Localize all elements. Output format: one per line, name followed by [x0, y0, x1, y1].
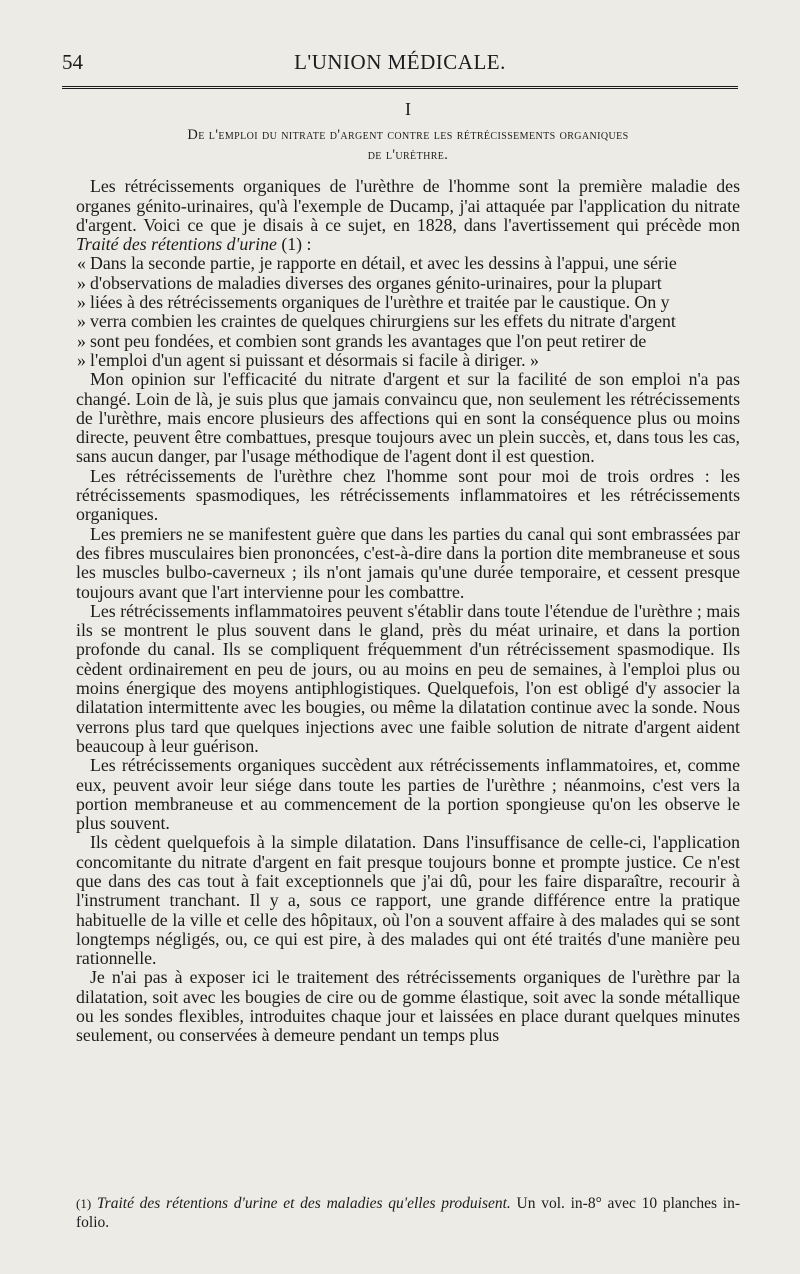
- quote-line: [77, 272, 740, 293]
- quote-line-text: Dans la seconde partie, je rapporte en détail, et avec les dessins à l'appui, une série: [90, 253, 677, 274]
- cited-book-title: Traité des rétentions d'urine: [76, 234, 277, 255]
- paragraph: Les premiers ne se manifestent guère que dans les parties du canal qui sont embrassées par des fibres musculaires bien prononcées, c'est-à-dire dans la portion dite membraneuse et sous les muscles bulbo-caverneux ; ils n'ont jamais qu'une durée temporaire, et cessent presque toujours avant que l'art intervienne pour les combattre.: [76, 523, 740, 602]
- section-title-line-2: de l'urèthre.: [367, 147, 449, 164]
- page-header: [62, 50, 738, 78]
- quote-line: [77, 292, 740, 313]
- quote-mark: »: [77, 349, 86, 370]
- paragraph: Les rétrécissements inflammatoires peuvent s'établir dans toute l'étendue de l'urèthre ; mais ils se montrent le plus souvent dans le gland, près du méat urinaire, et dans la portion profonde du canal. Ils se compliquent fréquemment d'un rétrécissement spasmodique. Ils cèdent ordinairement en peu de jours, ou au moins en peu de semaines, à l'emploi plus ou moins énergique des moyens antiphlogistiques. Quelquefois, l'on est obligé d'y associer la dilatation intermittente avec les bougies, ou même la dilatation continue avec la sonde. Nous verrons plus tard que quelques injections avec une faible solution de nitrate d'argent aident beaucoup à leur guérison.: [76, 600, 740, 756]
- intro-text: Les rétrécissements organiques de l'urèthre de l'homme sont la première maladie des organes génito-urinaires, qu'à l'exemple de Ducamp, j'ai attaquée par l'application du nitrate d'argent. Voici ce que je disais à ce sujet, en 1828, dans l'avertissement qui précède mon: [76, 176, 740, 235]
- quote-mark: »: [77, 330, 86, 351]
- section-title-line-1: De l'emploi du nitrate d'argent contre les rétrécissements organiques: [187, 127, 629, 144]
- quote-line: [77, 330, 740, 351]
- running-title: L'UNION MÉDICALE.: [294, 50, 506, 74]
- section-number: I: [405, 99, 411, 119]
- quote-line-text: sont peu fondées, et combien sont grands les avantages que l'on peut retirer de: [90, 330, 647, 351]
- header-rule: [62, 86, 738, 89]
- footnote: [76, 1194, 740, 1232]
- quote-line: [77, 253, 740, 274]
- footnote-title: Traité des rétentions d'urine et des maladies qu'elles produisent.: [96, 1195, 511, 1212]
- paragraph: Les rétrécissements de l'urèthre chez l'homme sont pour moi de trois ordres : les rétrécissements spasmodiques, les rétrécissements inflammatoires et les rétrécissements organiques.: [76, 465, 740, 525]
- quote-line: [77, 349, 740, 370]
- paragraph: Je n'ai pas à exposer ici le traitement des rétrécissements organiques de l'urèthre par la dilatation, soit avec les bougies de cire ou de gomme élastique, soit avec la sonde métallique ou les sondes flexibles, introduites chaque jour et laissées en place durant quelques minutes seulement, ou conservées à demeure pendant un temps plus: [76, 967, 740, 1046]
- quote-mark: »: [77, 292, 86, 313]
- paragraph: Ils cèdent quelquefois à la simple dilatation. Dans l'insuffisance de celle-ci, l'application concomitante du nitrate d'argent en fait presque toujours bonne et prompte justice. Ce n'est que dans des cas tout à fait exceptionnels que j'ai dû, pour les faire disparaître, recourir à l'instrument tranchant. Il y a, sous ce rapport, une grande différence entre la pratique habituelle de la ville et celle des hôpitaux, où l'on a souvent affaire à des malades qui se sont longtemps négligés, ou, ce qui est pire, à des malades qui ont été traités d'une manière peu rationnelle.: [76, 832, 740, 969]
- page-number: 54: [62, 50, 83, 74]
- intro-paragraph: [76, 177, 740, 254]
- paragraph: Mon opinion sur l'efficacité du nitrate d'argent et sur la facilité de son emploi n'a pas changé. Loin de là, je suis plus que jamais convaincu que, non seulement les rétrécissements de l'urèthre, mais encore plusieurs des affections qui en sont la conséquence plus ou moins directe, peuvent être combattues, presque toujours avec un plein succès, et, dans tous les cas, sans aucun danger, par l'usage méthodique de l'agent dont il est question.: [76, 369, 740, 467]
- quotation: [76, 254, 740, 370]
- quote-line-text: d'observations de maladies diverses des organes génito-urinaires, pour la plupart: [90, 272, 662, 293]
- quote-line-text: liées à des rétrécissements organiques de l'urèthre et traitée par le caustique. On y: [90, 292, 670, 313]
- quote-mark: »: [77, 311, 86, 332]
- paragraph: Les rétrécissements organiques succèdent aux rétrécissements inflammatoires, et, comme eux, peuvent avoir leur siége dans toute les parties de l'urèthre ; néanmoins, c'est vers la portion membraneuse et au commencement de la portion spongieuse qu'on les observe le plus souvent.: [76, 755, 740, 834]
- footnote-ref: (1): [76, 1196, 92, 1211]
- quote-mark: »: [77, 272, 86, 293]
- article-body: [76, 100, 740, 1046]
- quote-line-text: verra combien les craintes de quelques chirurgiens sur les effets du nitrate d'argent: [90, 311, 676, 332]
- quote-line-text: l'emploi d'un agent si puissant et désormais si facile à diriger. »: [90, 349, 539, 370]
- section-title: [76, 125, 740, 165]
- footnote-text: Un vol. in-8° avec 10 planches in-folio.: [76, 1195, 740, 1231]
- quote-mark: «: [77, 253, 86, 274]
- quote-line: [77, 311, 740, 332]
- intro-text-end: (1) :: [276, 234, 312, 255]
